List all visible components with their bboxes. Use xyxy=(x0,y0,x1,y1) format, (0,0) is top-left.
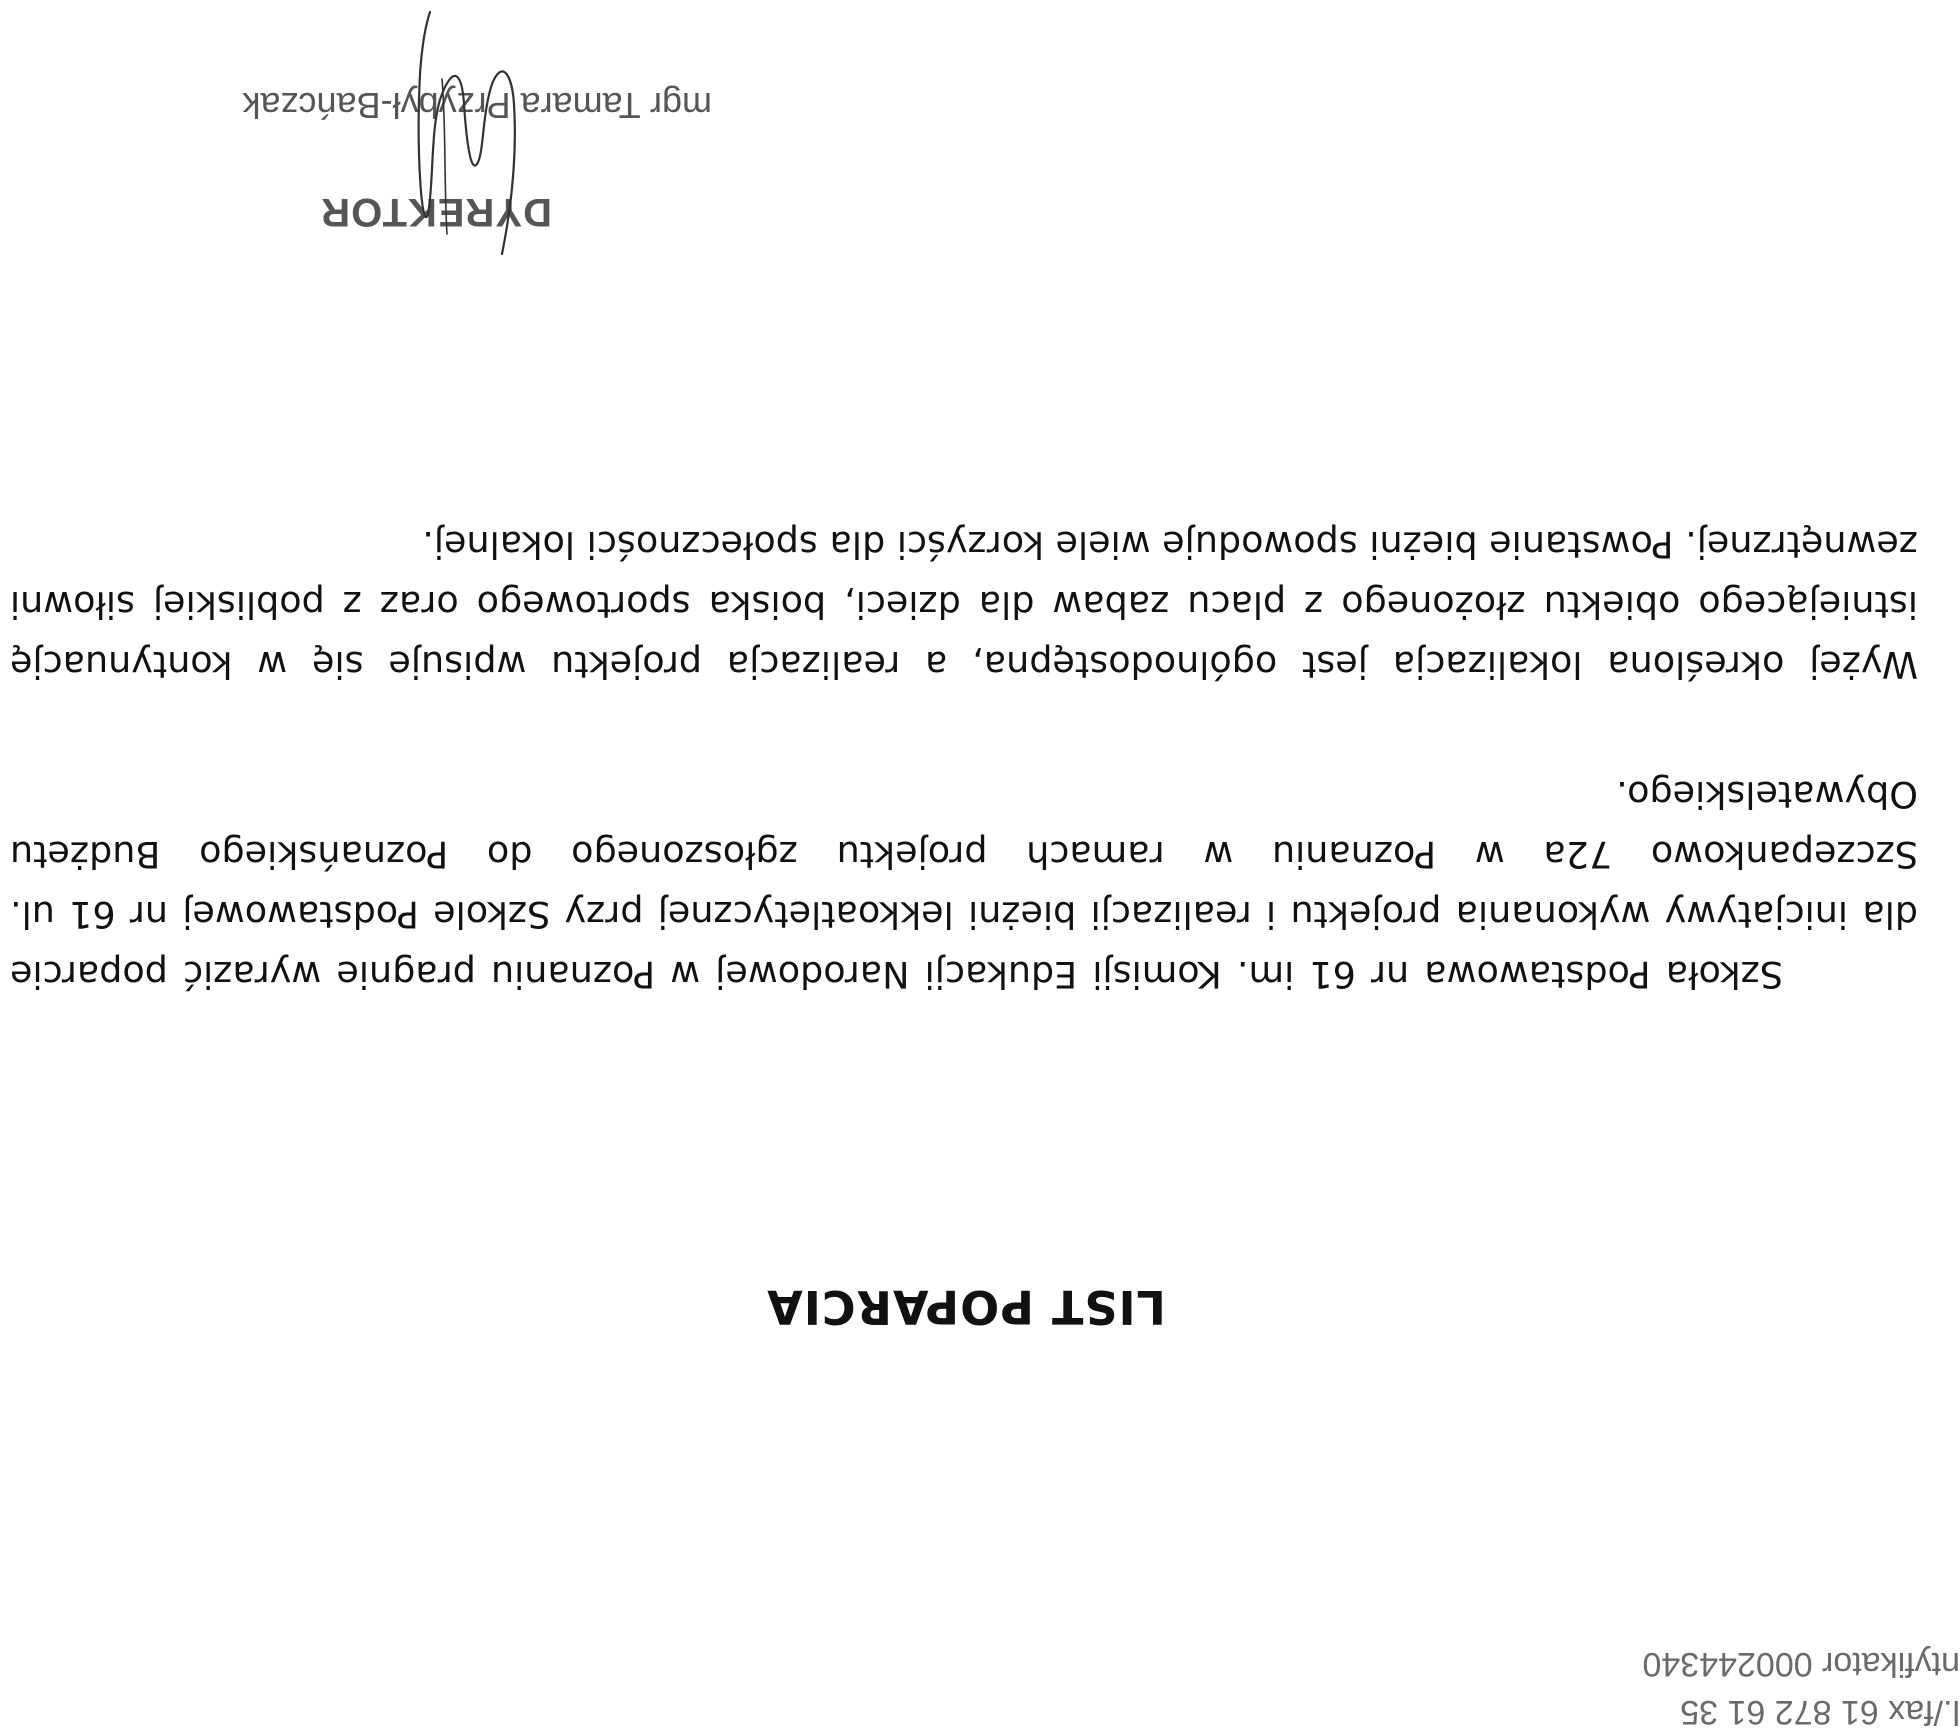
letter-paragraph-1: Szkoła Podstawowa nr 61 im. Komisji Edukacji Narodowej w Poznaniu pragnie wyrazić poparcie dla inicjatywy wykonania projektu i realizacji bieżni lekkoatletycznej przy Szkole Podstawowej nr 61 ul. Szczepankowo 72a w Poznaniu w ramach projektu zgłoszonego do Poznańskiego Budżetu Obywatelskiego. xyxy=(10,773,1918,996)
handwritten-signature-icon xyxy=(312,0,652,274)
stamp-identifier: ntyfikator 000244340 xyxy=(1642,1645,1960,1683)
signature-block xyxy=(212,4,712,234)
stamp-phone-fax: l./fax 61 872 61 35 xyxy=(1680,1693,1960,1731)
signature-name: mgr Tamara Przybył-Bańczak xyxy=(242,85,712,126)
letter-title: LIST POPARCIA xyxy=(766,1280,1166,1334)
letter-paragraph-2: Wyżej określona lokalizacja jest ogólnodostępna, a realizacja projektu wpisuje się w kontynuację istniejącego obiektu złożonego z placu zabaw dla dzieci, boiska sportowego oraz z pobliskiej siłowni zewnętrznej. Powstanie bieżni spowoduje wiele korzyści dla społeczności lokalnej. xyxy=(10,523,1918,686)
signature-title: DYREKTOR xyxy=(320,190,552,234)
